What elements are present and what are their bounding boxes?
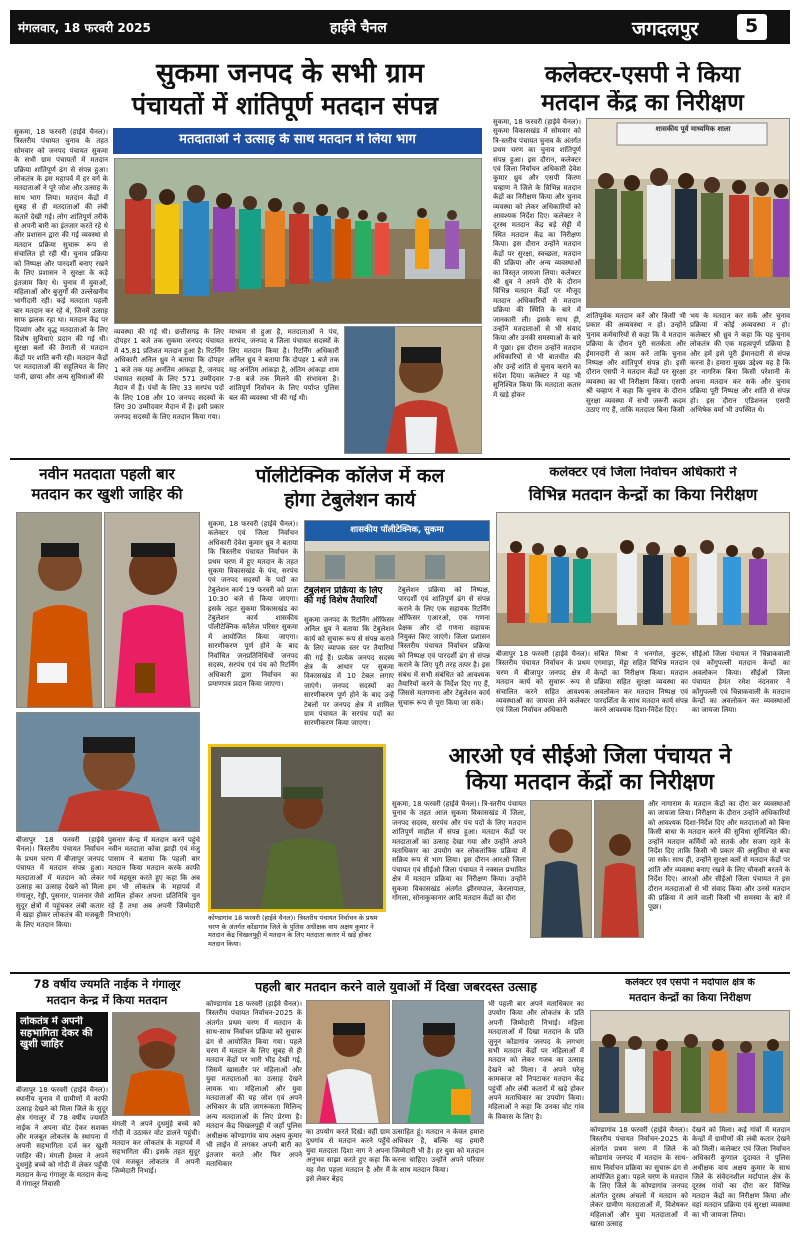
a8-headline: पहली बार मतदान करने वाले युवाओं में दिखा जबरदस्त उत्साह — [255, 980, 537, 994]
a4-college-board: शासकीय पॉलीटेक्निक, सुकमा — [350, 525, 444, 535]
a2-col3: भय के मतदान कर सकें और चुनाव प्रक्रिया में कोई अव्यवस्था न हो। कलेक्टर श्री ध्रुव ने कहा कि यह चुनाव लोकतंत्र की एक महत्वपूर्ण प्रक्रिया है और हमें इसे पूरी ईमानदारी से संपन्न करना है। हमारा मुख्य उद्देश्य यह है कि हर नागरिक बिना किसी परेशानी के अपना मतदान कर सके और चुनाव प्रक्रिया पूरी निष्पक्ष और शांति से संपन्न हो। इस दौरान एडिशनल एसपी अभिषेक वर्मा भी उपस्थित थे। — [690, 312, 790, 415]
a2-headline-1: कलेक्टर-एसपी ने किया — [544, 62, 741, 88]
a7-headline-1: 78 वर्षीय ज्यमति नाईक ने गंगालूर — [33, 978, 181, 991]
a7-photo-elderly-voter — [112, 1012, 200, 1116]
a8-col3: उत्साहित हूं। मतदान न केवल हमारा अधिकार है, बल्कि यह हमारी जिम्मेदारी भी है। हर युवा को मतदान करना चाहिए। उन्होंने अपने परिवार के साथ मतदान किया। — [392, 1128, 484, 1174]
a5-col3: सीईओ जिला पंचायत ने चिन्नाकवाली एवं कोंगुपल्ली मतदान केन्द्रों का अवलोकन किया। सीईओ जिला पंचायत हेमंत रमेश नंदनवार ने कोंगुपल्ली एवं चिन्नाकवाली के मतदान केन्द्रों का अवलोकन कर व्यवस्थाओं का जायजा लिया। — [692, 650, 790, 715]
a4-headline-2: होगा टेबुलेशन कार्य — [284, 490, 416, 511]
a6-photo-inspection-1 — [530, 800, 592, 938]
a3-headline-2: मतदान कर खुशी जाहिर की — [31, 486, 183, 503]
a6-photo-caption: कोण्डागांव 18 फरवरी (हाईवे चैनल)। त्रिस्तरीय पंचायत निर्वाचन के प्रथम चरण के अंतर्गत कोंडागांव जिले के पुलिस अधीक्षक वाय अक्षय कुमार ने मतदान केंद्र चिखलपुट्टी में मतदान के लिए मतदाता कतार में खड़े होकर मतदान किया। — [208, 914, 378, 948]
a3-col2: पुसनार केन्द्र में मतदान करने पहुंचे नवीन मतदाता कोवा झाड़ी एवं मंजु पासाम ने बताया कि पहली बार मतदान किया मतदान करके काफी गर्व महसूस करते हुए कहा कि अब हम भी लोकतंत्र के महापर्व में शामिल होकर अपना प्रतिनिधि चुन रहे हैं तथा अब अपनी जिम्मेदारी निभाएंगे। — [108, 836, 200, 920]
a1-col1: सुकमा, 18 फरवरी (हाईवे चैनल)। त्रिस्तरीय पंचायत चुनाव के तहत सोमवार को जनपद पंचायत सुकमा के सभी ग्राम पंचायतों में मतदान प्रक्रिया शांतिपूर्ण ढंग से संपन्न हुआ। लोकतंत्र के इस महापर्व में हर वर्ग के मतदाताओं ने पूरे जोश और उत्साह के साथ भाग लिया। मतदान केंद्रों में सुबह से ही मतदाताओं की लंबी कतारें देखी गई। लोग शांतिपूर्ण तरीके से अपनी बारी का इंतजार करते रहे थे और प्रशासन द्वारा की गई व्यवस्था से मतदान प्रक्रिया सुचारू रूप से संचालित हो रही थी। चुनाव प्रक्रिया को निष्पक्ष और पारदर्शी बनाए रखने के लिए प्रशासन ने सुरक्षा के कड़े इंतजाम किए थे। चुनाव में युवाओं, महिलाओं और बुजुर्गों की उल्लेखनीय भागीदारी रही। कई मतदाता पहली बार मतदान कर रहे थे, जिनमें उत्साह साफ झलक रहा था। मतदान केंद्र पर दिव्यांग और वृद्ध मतदाताओं के लिए विशेष सुविधाएं प्रदान की गई थी। सुरक्षा बलों की तैनाती से मतदान केंद्रों पर शांति बनी रही। मतदान केंद्रों पर मतदाताओं की सहूलियत के लिए पानी, छाया और अन्य सुविधाओं की — [14, 128, 108, 381]
a7-headline-2: मतदान केन्द्र में किया मतदान — [46, 994, 168, 1007]
a5-headline-2: विभिन्न मतदान केन्द्रों का किया निरीक्षण — [528, 486, 758, 504]
a6-col1: सुकमा, 18 फरवरी (हाईवे चैनल)। त्रि-स्तरीय पंचायत चुनाव के तहत आज सुकमा विकासखंड में जिला, जनपद सदस्य, सरपंच और पंच पदों के लिए मतदान शांतिपूर्ण माहौल में संपन्न हुआ। मतदान केंद्रों पर मतदाताओं का उत्साह देखा गया और उन्होंने अपने मताधिकार का उपयोग कर लोकतांत्रिक प्रक्रिया में सक्रिय रूप से भाग लिया। इस दौरान आरओ जिला पंचायत एवं सीईओ जिला पंचायत ने नक्सल प्रभावित क्षेत्र में मतदान प्रक्रिया का निरीक्षण किया। उन्होंने सुकमा विकासखंड अंतर्गत झीरमपाल, केरलापाल, गोंगला, सोनाकुकानार आदि मतदान केंद्रों का दौरा — [392, 800, 526, 903]
a1-col2: व्यवस्था की गई थी। छत्तीसगढ़ के लिए दोपहर 1 बजे तक सुकमा जनपद पंचायत में 45.81 प्रतिशत मतदान हुआ है। रिटर्निंग अधिकारी अनिल ध्रुव ने बताया कि दोपहर 1 बजे तक यह अनंतिम आंकड़ा है, जनपद पंचायत सदस्यों के लिए 571 उम्मीदवार मैदान में हैं। पंचों के लिए 33 सरपंच पदों के लिए 108 और 10 जनपद सदस्यों के लिए 30 उम्मीदवार मैदान में हैं। इसी प्रकार जनपद सदस्यों के लिए मतदान किया गया। — [114, 328, 224, 421]
a1-banner-text: मतदाताओं ने उत्साह के साथ मतदान में लिया भाग — [179, 133, 416, 147]
a8-photo-young-voter-1 — [306, 1000, 390, 1124]
a3-headline-1: नवीन मतदाता पहली बार — [39, 466, 175, 483]
a1-col3: माध्यम से हुआ है, मतदाताओं ने पंच, सरपंच, जनपद व जिला पंचायत सदस्यों के लिए मतदान किया है। रिटर्निंग अधिकारी अनिल ध्रुव ने बताया कि दोपहर 1 बजे तक यह अनंतिम आंकड़ा है, अंतिम आंकड़ा शाम 7-8 बजे तक मिलने की संभावना है। शांतिपूर्ण निर्वाचन के लिए पर्याप्त पुलिस बल की व्यवस्था भी की गई थी। — [229, 328, 339, 402]
masthead-date: मंगलवार, 18 फरवरी 2025 — [18, 21, 151, 35]
a2-photo-collector-visit — [586, 118, 790, 308]
a5-col1: बीजापुर 18 फरवरी (हाईवे चैनल)। त्रिस्तरीय पंचायत निर्वाचन के प्रथम चरण में बीजापुर जनपद क्षेत्र में मतदान कार्य को सुचारू रूप से संचालित करने सहित आवश्यक व्यवस्थाओं का जायजा लेने कलेक्टर एवं जिला निर्वाचन अधिकारी — [496, 650, 590, 715]
a1-headline-2: पंचायतों में शांतिपूर्ण मतदान संपन्न — [131, 92, 439, 120]
a6-photo-sp-queue — [208, 744, 386, 912]
a4-col3: टेबुलेशन प्रक्रिया को निष्पक्ष, पारदर्शी एवं शांतिपूर्ण ढंग से संपन्न कराने के लिए एक सहायक रिटर्निंग ऑफिसर एआरओ, एक गणना प्रेक्षक और दो गणना सहायक नियुक्त किए जाएंगे। जिला प्रशासन त्रिस्तरीय पंचायत निर्वाचन प्रक्रिया को निष्पक्ष एवं पारदर्शी ढंग से संपन्न कराने के लिए पूरी तरह तत्पर है। इस संबंध में सभी संबंधित को आवश्यक तैयारियों करने के निर्देश दिए गए हैं, जिससे मतगणना और टेबुलेशन कार्य सुचारू रूप से पूरा किया जा सके। — [398, 586, 490, 707]
a1-photo-voters-queue — [114, 158, 482, 324]
a8-col1: कोण्डागांव 18 फरवरी (हाईवे चैनल)। त्रिस्तरीय पंचायत निर्वाचन-2025 के अंतर्गत प्रथम चरण में मतदान के साथ-साथ निर्वाचन प्रक्रिया को सुचारू ढंग से आयोजित किया गया। पहले चरण में मतदान के लिए सुबह से ही मतदान केंद्रों पर भारी भीड़ देखी गई, जिसमें खासतौर पर महिलाओं और युवा मतदाताओं का उत्साह देखने लायक था। महिलाओं और युवा मतदाताओं की यह जोश एवं अपने अधिकार के प्रति जागरूकता मिलिन्द अन्य मतदाताओं के लिए प्रेरणा है। मतदान केंद्र चिखलपुट्टी में जहाँ पुलिस अधीक्षक कोण्डागांव वाय अक्षय कुमार भी लाईन में लगकर अपनी बारी का इंतजार करते और फिर अपने मताधिकार — [206, 1000, 302, 1168]
a7-col2: मंगली ने अपने दुधमुंहे बच्चे को गोदी में उठाकर वोट डालने पहुंची। मतदान कर लोकतंत्र के महापर्व में सहभागिता की। इसके तहत सुदूर एवं मजबूत लोकतंत्र में अपनी जिम्मेदारी निभाई। — [112, 1120, 200, 1176]
masthead-section: हाईवे चैनल — [330, 20, 387, 36]
a4-col2: सुकमा जनपद के रिटर्निंग ऑफिसर अनिल ध्रुव ने बताया कि टेबुलेशन कार्य को सुचारू रूप से संपन्न कराने के लिए व्यापक स्तर पर तैयारियां की गई हैं। प्रत्येक जनपद सदस्य क्षेत्र के आधार पर सुकमा विकासखंड में 10 टेबल लगाए जाएंगे। जनपद सदस्यों का सारणीकरण पूर्ण होने के बाद उन्हें टेबलों पर जनपद क्षेत्र में शामिल ग्राम पंचायत के सरपंच पदों का सारणीकरण किया जाएगा। — [304, 616, 394, 728]
a6-headline-1: आरओ एवं सीईओ जिला पंचायत ने — [448, 744, 732, 769]
a2-col1: सुकमा, 18 फरवरी (हाईवे चैनल)। सुकमा विकासखंड में सोमवार को त्रि-स्तरीय पंचायत चुनाव के अंतर्गत प्रथम चरण का चुनाव शांतिपूर्ण संपन्न हुआ। इस दौरान, कलेक्टर एवं जिला निर्वाचन अधिकारी देवेश कुमार ध्रुव और एसपी किरण चव्हाण ने जिले के विभिन्न मतदान केंद्रों का निरीक्षण किया और चुनाव व्यवस्था को लेकर अधिकारियों को आवश्यक निर्देश दिए। कलेक्टर ने दूरस्थ मतदान केंद्र बड़े सेट्टी में स्थित मतदान केंद्र का निरीक्षण किया। इस दौरान उन्होंने मतदान केंद्रों पर सुरक्षा, स्वच्छता, मतदान की प्रक्रिया और अन्य व्यवस्थाओं का विस्तृत जायजा लिया। कलेक्टर श्री ध्रुव ने अपने दौरे के दौरान विभिन्न मतदान केंद्रों पर मौजूद मतदान अधिकारियों से मतदान प्रक्रिया की स्थिति के बारे में जानकारी ली। इसके साथ ही, उन्होंने मतदाताओं से भी संवाद किया और उनकी समस्याओं के बारे में पूछा। इस दौरान उन्होंने मतदान अधिकारियों से भी बातचीत की और उन्हें शांति से चुनाव कराने का संदेश दिया। कलेक्टर ने यह भी सुनिश्चित किया कि मतदाता कतार में खड़े होकर — [493, 118, 581, 399]
a2-school-board: शासकीय पूर्व माध्यमिक शाला — [655, 125, 731, 133]
a9-photo-collector-sp — [590, 1010, 790, 1122]
a1-photo-girl-portrait — [344, 326, 482, 454]
a4-headline-1: पॉलीटेक्निक कॉलेज में कल — [255, 466, 445, 487]
a2-headline-2: मतदान केंद्र का निरीक्षण — [541, 90, 744, 116]
a9-col2: देखने को मिला। कई गांवों में मतदान केन्द्रों में ग्रामीणों की लंबी कतार देखने को मिली। कलेक्टर एवं जिला निर्वाचन अधिकारी कुणाल दुदावत ने पुलिस अधीक्षक वाय अक्षय कुमार के साथ जिले के संवेदनशील मर्दापाल क्षेत्र के दूरस्थ गांवों का दौरा कर विभिन्न मतदान केंद्रों का निरीक्षण किया और वहां मतदान प्रक्रिया एवं सुरक्षा व्यवस्था का भी जायजा लिया। — [692, 1126, 790, 1219]
a5-photo-queue — [496, 512, 790, 646]
divider-1 — [10, 458, 790, 460]
a4-col2-head: टेबुलेशन प्रक्रिया के लिए की गई विशेष तैयारियाँ — [304, 586, 383, 607]
a2-col2: शांतिपूर्वक मतदान करें और किसी भी प्रकार की अव्यवस्था न हो। उन्होंने चुनाव कर्मचारियों से कहा कि वे मतदान प्रक्रिया के दौरान पूरी सतर्कता और ईमानदारी से काम करें ताकि चुनाव निष्पक्ष और शांतिपूर्ण संपन्न हो। इसी दौरान एसपी ने मतदान केंद्रों पर सुरक्षा व्यवस्था का भी निरीक्षण किया। एसपी श्री चव्हाण ने कहा कि चुनाव के दौरान सुरक्षा व्यवस्था में सभी जरूरी कदम उठाए गए हैं, ताकि मतदाता बिना किसी — [586, 312, 686, 415]
a4-col1: सुकमा, 18 फरवरी (हाईवे चैनल)। कलेक्टर एवं जिला निर्वाचन अधिकारी देवेश कुमार ध्रुव ने बताया कि त्रिस्तरीय पंचायत निर्वाचन के प्रथम चरण में हुए मतदान के तहत सुकमा विकासखंड के पंच, सरपंच एवं जनपद सदस्यों के पदों का टेबुलेशन कार्य 19 फरवरी को प्रातः 10:30 बजे से किया जाएगा। इसके तहत सुकमा विकासखंड का टेबुलेशन कार्य शासकीय पॉलीटेक्निक कॉलेज परिसर सुकमा में आयोजित किया जाएगा। सारणीकरण पूर्ण होने के बाद निर्वाचित जनप्रतिनिधियों जनपद सदस्य, सरपंच एवं पंच को रिटर्निंग अधिकारी द्वारा निर्वाचन का प्रमाणपत्र प्रदान किया जाएगा। — [208, 520, 298, 688]
a6-photo-inspection-2 — [594, 800, 644, 938]
divider-2 — [10, 972, 790, 974]
a5-headline-1: कलेक्टर एवं जिला निर्वाचन अधिकारी ने — [549, 466, 737, 480]
a3-photo-voter-1 — [16, 512, 102, 708]
page-number-text: 5 — [745, 15, 759, 37]
a9-headline-1: कलेक्टर एवं एसपी ने मर्दापाल क्षेत्र के — [625, 978, 755, 988]
a3-photo-voter-2 — [104, 512, 200, 708]
a5-col2: संबित मिश्रा ने धनगोल, कुटरू, एगमाड़ा, मेट्टा सहित विभिन्न मतदान केन्द्रों का निरीक्षण किया। मतदान प्रक्रिया सहित सुरक्षा व्यवस्था का अवलोकन कर मतदान निष्पक्ष एवं पारदर्शिता के साथ मतदान कार्य संपन्न करने आवश्यक दिशा-निर्देश दिए। — [594, 650, 688, 715]
masthead-city: जगदलपुर — [632, 18, 699, 40]
a6-col2: और नागाराम के मतदान केंद्रों का दौरा कर व्यवस्थाओं का जायजा लिया। निरीक्षण के दौरान उन्होंने अधिकारियों को आवश्यक दिशा-निर्देश दिए और मतदाताओं को बिना किसी बाधा के मतदान करने की सुविधा सुनिश्चित की। उन्होंने मतदान कर्मियों को सतर्क और सजग रहने के निर्देश दिए ताकि किसी भी प्रकार की असुविधा से बचा जा सके। साथ ही, उन्होंने सुरक्षा बलों से मतदान केंद्रों पर शांति और व्यवस्था बनाए रखने के लिए चौकसी बरतने के निर्देश दिए। आरओ और सीईओ जिला पंचायत ने इस दौरान मतदाताओं से भी संवाद किया और उनसे मतदान की प्रक्रिया में आने वाली किसी भी समस्या के बारे में पूछा। — [648, 800, 790, 912]
a3-col1: बीजापुर 18 फरवरी (हाईवे चैनल)। त्रिस्तरीय पंचायत निर्वाचन के प्रथम चरण में बीजापुर जनपद पंचायत में मतदान संपन्न हुआ। मतदाताओं में मतदान को लेकर उत्साह का उत्साह देखने को मिला गंगालूर, रेड्डी, पुसनार, पालनार जैसे सुदूर क्षेत्रों में पहुंचकर लंबी कतार में खड़ा होकर लोकतंत्र की मजबूती के लिए मतदान किया। — [16, 836, 104, 929]
a8-col4: भी पहली बार अपने मताधिकार का उपयोग किया और लोकतंत्र के प्रति अपनी जिम्मेदारी निभाई। महिला मतदाताओं में दिखा मतदान के प्रति जुनून कोंडागांव जनपद के लगभग सभी मतदान केंद्रों पर महिलाओं में मतदान को लेकर गजब का उत्साह देखने को मिला। वे अपने घरेलू कामकाज को निपटाकर मतदान केंद्र पहुंचीं और लंबी कतारों में खड़े होकर अपने मताधिकार का उपयोग किया। महिलाओं ने कहा कि उनका वोट गांव के विकास के लिए है। — [488, 1000, 584, 1121]
a8-photo-young-voter-2 — [392, 1000, 484, 1124]
a7-col1: बीजापुर 18 फरवरी (हाईवे चैनल)। स्थानीय चुनाव में ग्रामीणों में काफी उत्साह देखने को मिला जिले के सुदूर क्षेत्र गंगालूर में 78 वर्षीय ज्यमति नाईक ने अपना वोट देकर सशक्त और मजबूत लोकतंत्र के स्थापना में अपनी सहभागिता दर्ज कर खुशी जाहिर की। मंगली हेमला ने अपने दुधमुंहे बच्चे को गोदी में लेकर पहुँची मतदान केन्द्र गंगालूर के मतदान केन्द्र में गंगालूर निवासी — [16, 1086, 108, 1189]
a8-col2: का उपयोग करते दिखे। वहीं ग्राम दुधगांव से मतदान करने पहुँचे युवा मतदाता दिशा नाग ने अपना अनुभव साझा करते हुए कहा कि यह मेरा पहला मतदान है और मैं इसे लेकर बेहद — [306, 1128, 390, 1184]
a9-col1: कोण्डागांव 18 फरवरी (हाईवे चैनल)। त्रिस्तरीय पंचायत निर्वाचन-2025 के अंतर्गत प्रथम चरण में जिले के कोंडागांव जनपद में मतदान के साथ-साथ निर्वाचन प्रक्रिया का सुचारू ढंग से आयोजित हुआ। पहले चरण के मतदान के लिए जिले के कोण्डागांव जनपद अंतर्गत दुरस्थ अंचलों में मतदान को लेकर ग्रामीण मतदाताओं में, विशेषकर महिलाओं और युवा मतदाताओं में खासा उत्साह — [590, 1126, 688, 1229]
a3-photo-voter-3 — [16, 712, 200, 832]
a7-quote: लोकतंत्र में अपनी सहभागिता देकर की खुशी जाहिर — [20, 1016, 93, 1050]
a6-headline-2: किया मतदान केंद्रों का निरीक्षण — [465, 770, 715, 795]
a1-headline-1: सुकमा जनपद के सभी ग्राम — [156, 58, 424, 89]
a9-headline-2: मतदान केन्द्रों का किया निरीक्षण — [629, 992, 751, 1004]
